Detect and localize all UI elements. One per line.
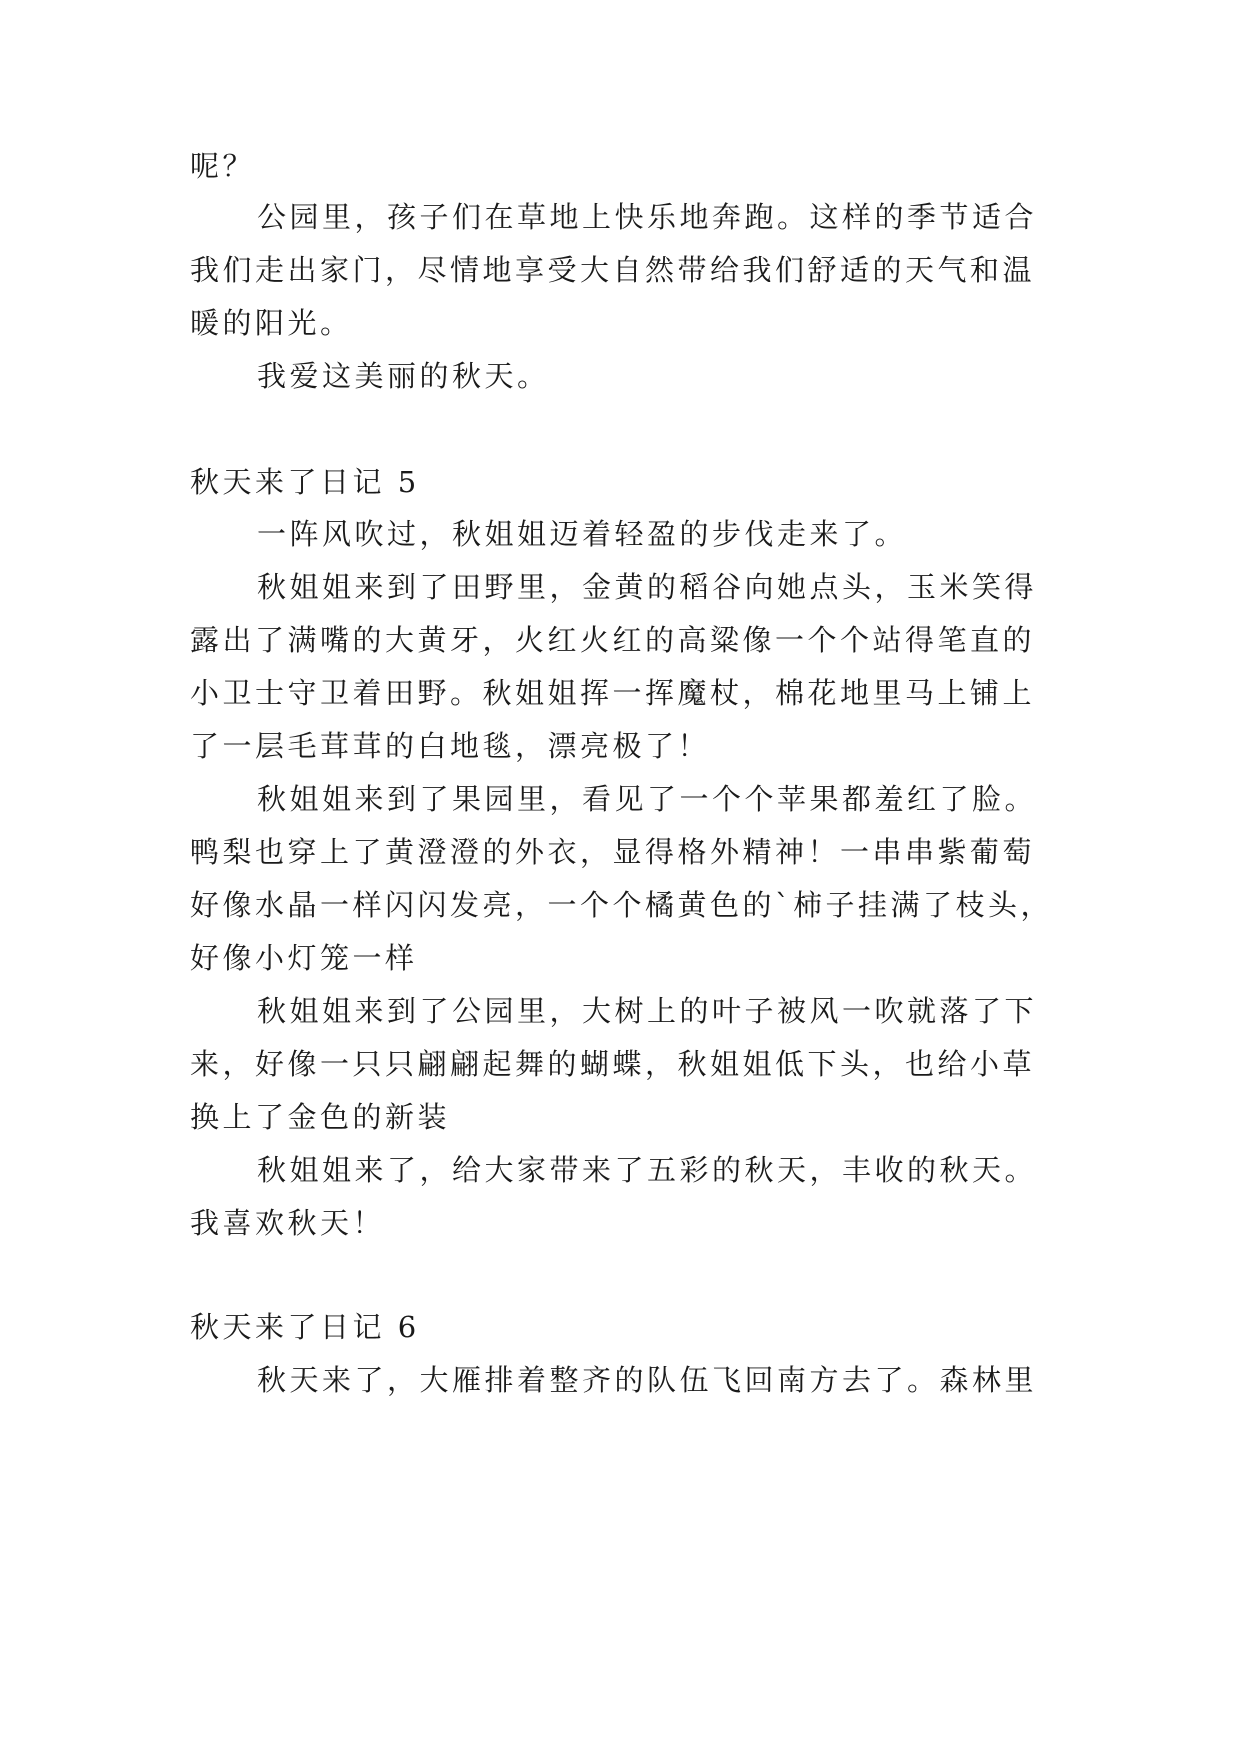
- section-heading: 秋天来了日记 6: [190, 1310, 420, 1344]
- paragraph-line: 一阵风吹过，秋姐姐迈着轻盈的步伐走来了。: [257, 517, 908, 551]
- paragraph-line: 公园里，孩子们在草地上快乐地奔跑。这样的季节适合: [257, 200, 1038, 234]
- paragraph-line: 换上了金色的新装: [190, 1100, 451, 1134]
- text-line: 呢？: [190, 149, 256, 183]
- paragraph-line: 了一层毛茸茸的白地毯，漂亮极了！: [190, 729, 711, 763]
- paragraph-line: 小卫士守卫着田野。秋姐姐挥一挥魔杖，棉花地里马上铺上: [190, 676, 1036, 710]
- paragraph-line: 来，好像一只只翩翩起舞的蝴蝶，秋姐姐低下头，也给小草: [190, 1047, 1036, 1081]
- paragraph-line: 秋天来了，大雁排着整齐的队伍飞回南方去了。森林里: [257, 1363, 1038, 1397]
- paragraph-line: 秋姐姐来到了果园里，看见了一个个苹果都羞红了脸。: [257, 782, 1038, 816]
- paragraph-line: 秋姐姐来到了田野里，金黄的稻谷向她点头，玉米笑得: [257, 570, 1038, 604]
- paragraph-line: 鸭梨也穿上了黄澄澄的外衣，显得格外精神！一串串紫葡萄: [190, 835, 1036, 869]
- paragraph-line: 我喜欢秋天！: [190, 1206, 386, 1240]
- paragraph-line: 秋姐姐来到了公园里，大树上的叶子被风一吹就落了下: [257, 994, 1038, 1028]
- paragraph-line: 好像小灯笼一样: [190, 941, 418, 975]
- paragraph-line: 我们走出家门，尽情地享受大自然带给我们舒适的天气和温: [190, 253, 1036, 287]
- paragraph-line: 露出了满嘴的大黄牙，火红火红的高粱像一个个站得笔直的: [190, 623, 1036, 657]
- paragraph-line: 秋姐姐来了，给大家带来了五彩的秋天，丰收的秋天。: [257, 1153, 1038, 1187]
- section-heading: 秋天来了日记 5: [190, 465, 420, 499]
- paragraph-line: 暖的阳光。: [190, 306, 353, 340]
- paragraph-line: 好像水晶一样闪闪发亮，一个个橘黄色的`柿子挂满了枝头，: [190, 888, 1054, 922]
- paragraph-line: 我爱这美丽的秋天。: [257, 359, 550, 393]
